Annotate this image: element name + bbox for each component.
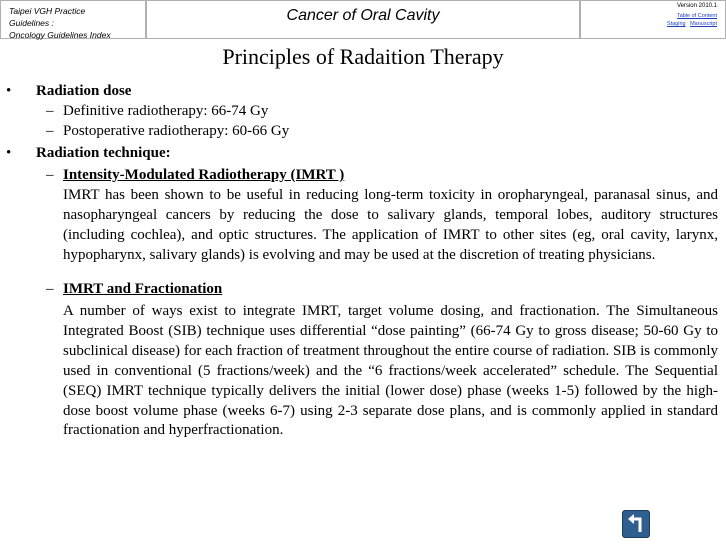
imrt-fractionation-paragraph: A number of ways exist to integrate IMRT, target volume dosing, and fractionation. The Simultaneous Integrated Boost (SIB) technique uses differential “dose painting” (66-74 Gy to gross disease; 50-60 Gy to subclinical disease) for each fraction of treatment throughout the entire course of radiation. SIB is commonly used in conventional (5 fractions/week) and the “6 fractions/week accelerated” schedule. The Sequential (SEQ) IMRT technique typically delivers the initial (lower dose) phase (weeks 1-5) followed by the high-dose boost volume phase (weeks 6-7) using 2-3 separate dose plans, and is commonly applied in standard fractionation and hyperfractionation.	[63, 303, 718, 439]
header-nav-panel	[580, 0, 726, 39]
postoperative-dose-item: Postoperative radiotherapy: 60-66 Gy	[63, 123, 290, 139]
return-arrow-icon	[623, 511, 649, 537]
document-title: Cancer of Oral Cavity	[286, 7, 440, 24]
imrt-subsection-title: Intensity-Modulated Radiotherapy (IMRT )	[63, 167, 345, 183]
dash: –	[46, 281, 54, 297]
manuscript-link[interactable]: Manuscript	[690, 21, 717, 27]
guidelines-index-link[interactable]: Oncology Guidelines Index	[9, 30, 111, 40]
guidelines-label	[9, 5, 111, 41]
dash: –	[46, 167, 54, 183]
header-title-panel	[146, 0, 580, 39]
guidelines-line-1: Taipei VGH Practice	[9, 6, 86, 16]
bullet: •	[6, 83, 12, 99]
version-label: Version 2010.1	[676, 3, 717, 9]
dash: –	[46, 103, 54, 119]
bullet: •	[6, 145, 12, 161]
header-left-panel	[0, 0, 146, 39]
section-heading-radiation-technique: Radiation technique:	[36, 145, 171, 161]
guidelines-line-2: Guidelines :	[9, 18, 54, 28]
page-title: Principles of Radaition Therapy	[222, 44, 504, 69]
imrt-paragraph: IMRT has been shown to be useful in reducing long-term toxicity in oropharyngeal, paranasal sinus, and nasopharyngeal cancers by reducing the dose to salivary glands, temporal lobes, auditory structures (including cochlea), and optic structures. The application of IMRT to other sites (eg, oral cavity, larynx, hypopharynx, salivary glands) is evolving and may be used at the discretion of treating physicians.	[63, 187, 718, 263]
nav-links-row	[664, 21, 717, 27]
back-button[interactable]	[622, 510, 650, 538]
section-heading-radiation-dose: Radiation dose	[36, 83, 132, 99]
dash: –	[46, 123, 54, 139]
staging-link[interactable]: Staging	[666, 21, 686, 27]
table-of-content-link[interactable]: Table of Content	[676, 13, 717, 19]
definitive-dose-item: Definitive radiotherapy: 66-74 Gy	[63, 103, 269, 119]
imrt-fractionation-title: IMRT and Fractionation	[63, 281, 223, 297]
